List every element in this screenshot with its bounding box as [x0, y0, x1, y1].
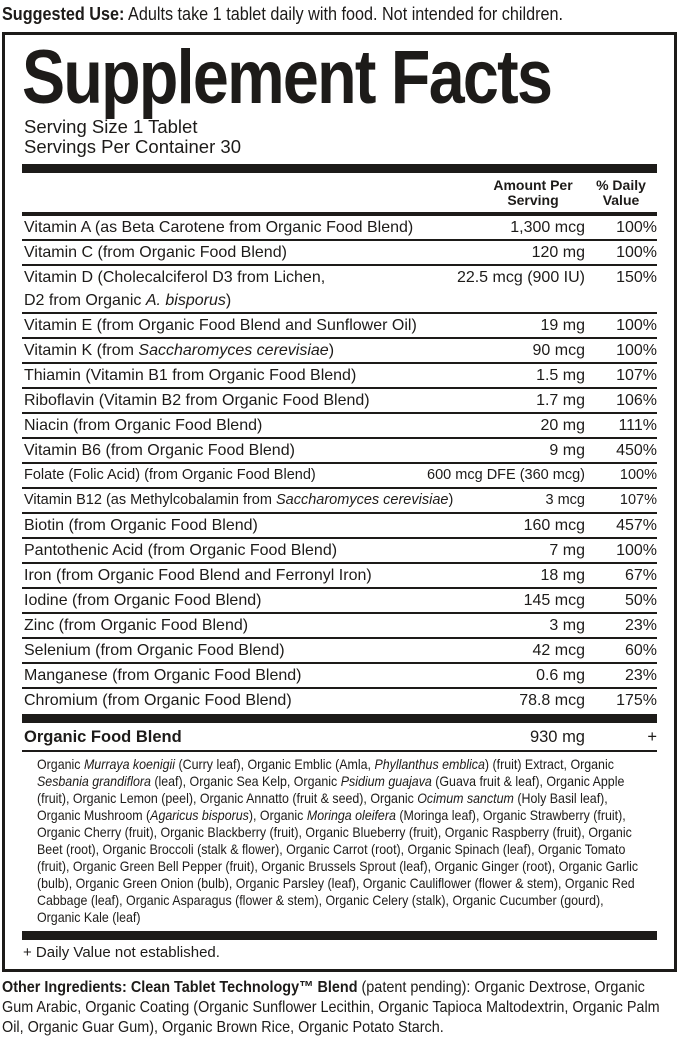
table-row — [22, 264, 657, 312]
row-amount: 160 mcg — [523, 517, 585, 535]
row-dv: 100% — [619, 467, 657, 484]
row-name: Iodine (from Organic Food Blend) — [24, 592, 262, 610]
thick-rule-top — [22, 164, 657, 173]
row-dv: 100% — [616, 342, 657, 360]
serving-size: Serving Size 1 Tablet — [24, 116, 198, 138]
row-dv: 111% — [618, 417, 657, 435]
table-row — [22, 687, 657, 712]
row-name: Selenium (from Organic Food Blend) — [24, 642, 285, 660]
other-ingredients-text: (patent pending): Organic Dextrose, Organic Gum Arabic, Organic Coating (Organic Sunflower Lecithin, Organic Tapioca Maltodextrin, Organic Palm Oil, Organic Guar Gum), Organic Brown Rice, Organic Potato Starch. — [2, 979, 660, 1037]
table-row — [22, 512, 657, 537]
row-amount: 1,300 mcg — [510, 219, 585, 237]
row-name: Vitamin B6 (from Organic Food Blend) — [24, 442, 295, 460]
row-name: Vitamin B12 (as Methylcobalamin from Saccharomyces cerevisiae) — [24, 492, 454, 509]
row-name: Niacin (from Organic Food Blend) — [24, 417, 263, 435]
blend-row — [22, 725, 657, 749]
row-dv: 100% — [616, 244, 657, 262]
row-name: Vitamin E (from Organic Food Blend and Sunflower Oil) — [24, 317, 417, 335]
row-name: Zinc (from Organic Food Blend) — [24, 617, 249, 635]
row-name: Riboflavin (Vitamin B2 from Organic Food Blend) — [24, 392, 370, 410]
row-dv: 67% — [624, 567, 657, 585]
table-row — [22, 462, 657, 487]
row-amount: 120 mg — [531, 244, 585, 262]
row-dv: 100% — [616, 542, 657, 560]
other-ingredients-label: Other Ingredients: Clean Tablet Technology™ Blend — [2, 979, 358, 997]
row-dv: 150% — [616, 269, 657, 287]
thick-rule-above-footnote — [22, 931, 657, 940]
blend-name: Organic Food Blend — [24, 728, 182, 747]
row-amount: 18 mg — [540, 567, 585, 585]
table-row — [22, 537, 657, 562]
row-name: Vitamin A (as Beta Carotene from Organic Food Blend) — [24, 219, 414, 237]
table-row — [22, 216, 657, 239]
row-amount: 1.7 mg — [536, 392, 585, 410]
row-amount: 20 mg — [540, 417, 585, 435]
row-amount: 78.8 mcg — [519, 692, 585, 710]
row-dv: 450% — [616, 442, 657, 460]
table-row — [22, 637, 657, 662]
amount-per-serving-header: Amount Per Serving — [493, 177, 573, 209]
row-amount: 600 mcg DFE (360 mcg) — [427, 467, 585, 484]
daily-value-footnote: + Daily Value not established. — [23, 944, 220, 962]
row-dv: 106% — [616, 392, 657, 410]
row-amount: 7 mg — [549, 542, 585, 560]
suggested-use-label: Suggested Use: — [2, 4, 125, 24]
blend-amount: 930 mg — [529, 728, 585, 747]
row-name: Pantothenic Acid (from Organic Food Blend) — [24, 542, 338, 560]
row-amount: 0.6 mg — [536, 667, 585, 685]
servings-per-container: Servings Per Container 30 — [24, 136, 241, 158]
table-row — [22, 612, 657, 637]
row-amount: 90 mcg — [532, 342, 585, 360]
row-dv: 100% — [616, 219, 657, 237]
serving-info — [24, 117, 657, 157]
row-name: Folate (Folic Acid) (from Organic Food Blend) — [24, 467, 316, 484]
row-amount: 145 mcg — [523, 592, 585, 610]
row-amount: 42 mcg — [532, 642, 585, 660]
row-name: Manganese (from Organic Food Blend) — [24, 667, 302, 685]
other-ingredients — [0, 972, 679, 1038]
row-dv: 23% — [624, 667, 657, 685]
row-dv: 175% — [616, 692, 657, 710]
daily-value-header: % Daily Value — [596, 177, 646, 209]
row-name: Vitamin K (from Saccharomyces cerevisiae) — [24, 342, 335, 360]
row-amount: 1.5 mg — [536, 367, 585, 385]
row-dv: 100% — [616, 317, 657, 335]
facts-rows — [22, 216, 657, 712]
blend-dv: + — [647, 728, 657, 747]
table-row — [22, 587, 657, 612]
row-amount: 3 mcg — [545, 492, 585, 509]
table-row — [22, 412, 657, 437]
row-dv: 107% — [619, 492, 657, 509]
table-row — [22, 662, 657, 687]
table-row — [22, 437, 657, 462]
row-dv: 107% — [616, 367, 657, 385]
panel-title: Supplement Facts — [22, 35, 552, 120]
column-header-row — [22, 178, 657, 208]
row-amount: 9 mg — [549, 442, 585, 460]
table-row — [22, 487, 657, 512]
row-amount: 19 mg — [540, 317, 585, 335]
thick-rule-above-blend — [22, 714, 657, 723]
table-row — [22, 239, 657, 264]
suggested-use-text: Adults take 1 tablet daily with food. Not intended for children. — [124, 4, 563, 24]
row-name: Vitamin C (from Organic Food Blend) — [24, 244, 287, 262]
blend-ingredients: Organic Murraya koenigii (Curry leaf), Organic Emblic (Amla, Phyllanthus emblica) (fruit) Extract, Organic Sesbania grandiflora (leaf), Organic Sea Kelp, Organic Psidium guajava (Guava fruit & leaf), Organic Apple (fruit), Organic Lemon (peel), Organic Annatto (fruit & seed), Organic Ocimum sanctum (Holy Basil leaf), Organic Mushroom (Agaricus bisporus), Organic Moringa oleifera (Moringa leaf), Organic Strawberry (fruit), Organic Cherry (fruit), Organic Blackberry (fruit), Organic Blueberry (fruit), Organic Raspberry (fruit), Organic Beet (root), Organic Broccoli (stalk & flower), Organic Carrot (root), Organic Spinach (leaf), Organic Tomato (fruit), Organic Green Bell Pepper (fruit), Organic Brussels Sprout (leaf), Organic Ginger (root), Organic Garlic (bulb), Organic Green Onion (bulb), Organic Parsley (leaf), Organic Cauliflower (flower & stem), Organic Red Cabbage (leaf), Organic Asparagus (flower & stem), Organic Celery (stalk), Organic Cucumber (gourd), Organic Kale (leaf) — [37, 757, 639, 926]
row-name: Chromium (from Organic Food Blend) — [24, 692, 292, 710]
supplement-facts-panel — [2, 32, 677, 972]
row-name: Vitamin D (Cholecalciferol D3 from Lichen, D2 from Organic A. bisporus) — [24, 269, 326, 310]
table-row — [22, 387, 657, 412]
row-amount: 3 mg — [549, 617, 585, 635]
row-name: Biotin (from Organic Food Blend) — [24, 517, 258, 535]
row-dv: 60% — [624, 642, 657, 660]
table-row — [22, 312, 657, 337]
row-amount: 22.5 mcg (900 IU) — [456, 269, 585, 287]
row-name: Thiamin (Vitamin B1 from Organic Food Blend) — [24, 367, 357, 385]
row-dv: 23% — [624, 617, 657, 635]
suggested-use-line — [0, 0, 679, 30]
table-row — [22, 562, 657, 587]
row-dv: 50% — [624, 592, 657, 610]
table-row — [22, 337, 657, 362]
row-name: Iron (from Organic Food Blend and Ferronyl Iron) — [24, 567, 372, 585]
table-row — [22, 362, 657, 387]
row-dv: 457% — [616, 517, 657, 535]
